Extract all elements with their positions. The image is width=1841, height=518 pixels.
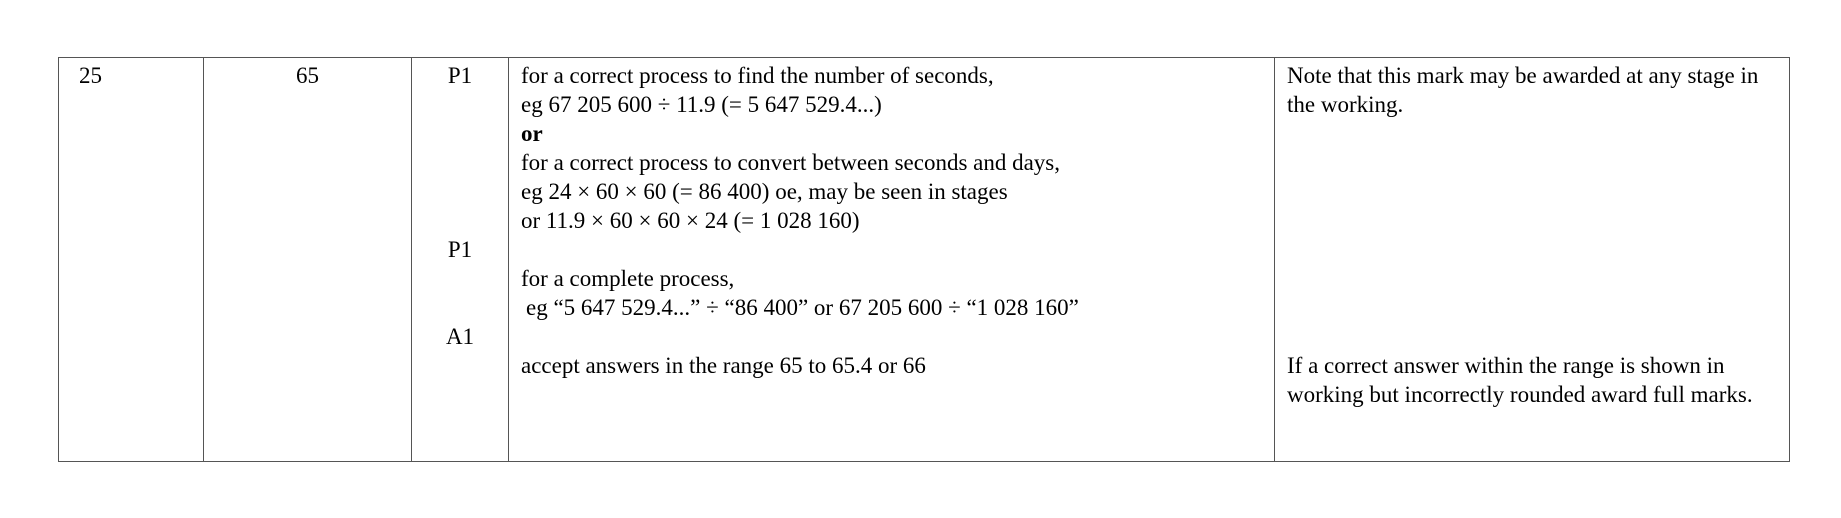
question-number: 25 (79, 63, 102, 88)
guidance-p1-second-line2: eg “5 647 529.4...” ÷ “86 400” or 67 205 600 ÷ “1 028 160” (526, 295, 1079, 320)
table-row (59, 58, 1790, 462)
answer-value: 65 (296, 63, 319, 88)
guidance-p1-first-line2: eg 67 205 600 ÷ 11.9 (= 5 647 529.4...) (521, 92, 882, 117)
note-rounding: If a correct answer within the range is shown in working but incorrectly rounded award full marks. (1287, 353, 1753, 407)
guidance-p1-first-line3: for a correct process to convert between seconds and days, (521, 150, 1061, 175)
mark-scheme-table (58, 57, 1790, 462)
mark-a1: A1 (445, 324, 475, 349)
mark-p1-first: P1 (447, 63, 473, 88)
guidance-p1-first-line4: eg 24 × 60 × 60 (= 86 400) oe, may be seen in stages (521, 179, 1008, 204)
additional-guidance-cell (1275, 58, 1790, 462)
question-number-cell (59, 58, 204, 462)
guidance-or: or (521, 121, 543, 146)
mark-cell (412, 58, 509, 462)
guidance-p1-first-line1: for a correct process to find the number of seconds, (521, 63, 994, 88)
guidance-a1-line1: accept answers in the range 65 to 65.4 or 66 (521, 353, 926, 378)
answer-cell (204, 58, 412, 462)
mark-guidance-cell (509, 58, 1275, 462)
mark-p1-second: P1 (447, 237, 473, 262)
note-any-stage: Note that this mark may be awarded at any stage in the working. (1287, 63, 1759, 117)
guidance-p1-second-line1: for a complete process, (521, 266, 735, 291)
guidance-p1-first-line5: or 11.9 × 60 × 60 × 24 (= 1 028 160) (521, 208, 860, 233)
